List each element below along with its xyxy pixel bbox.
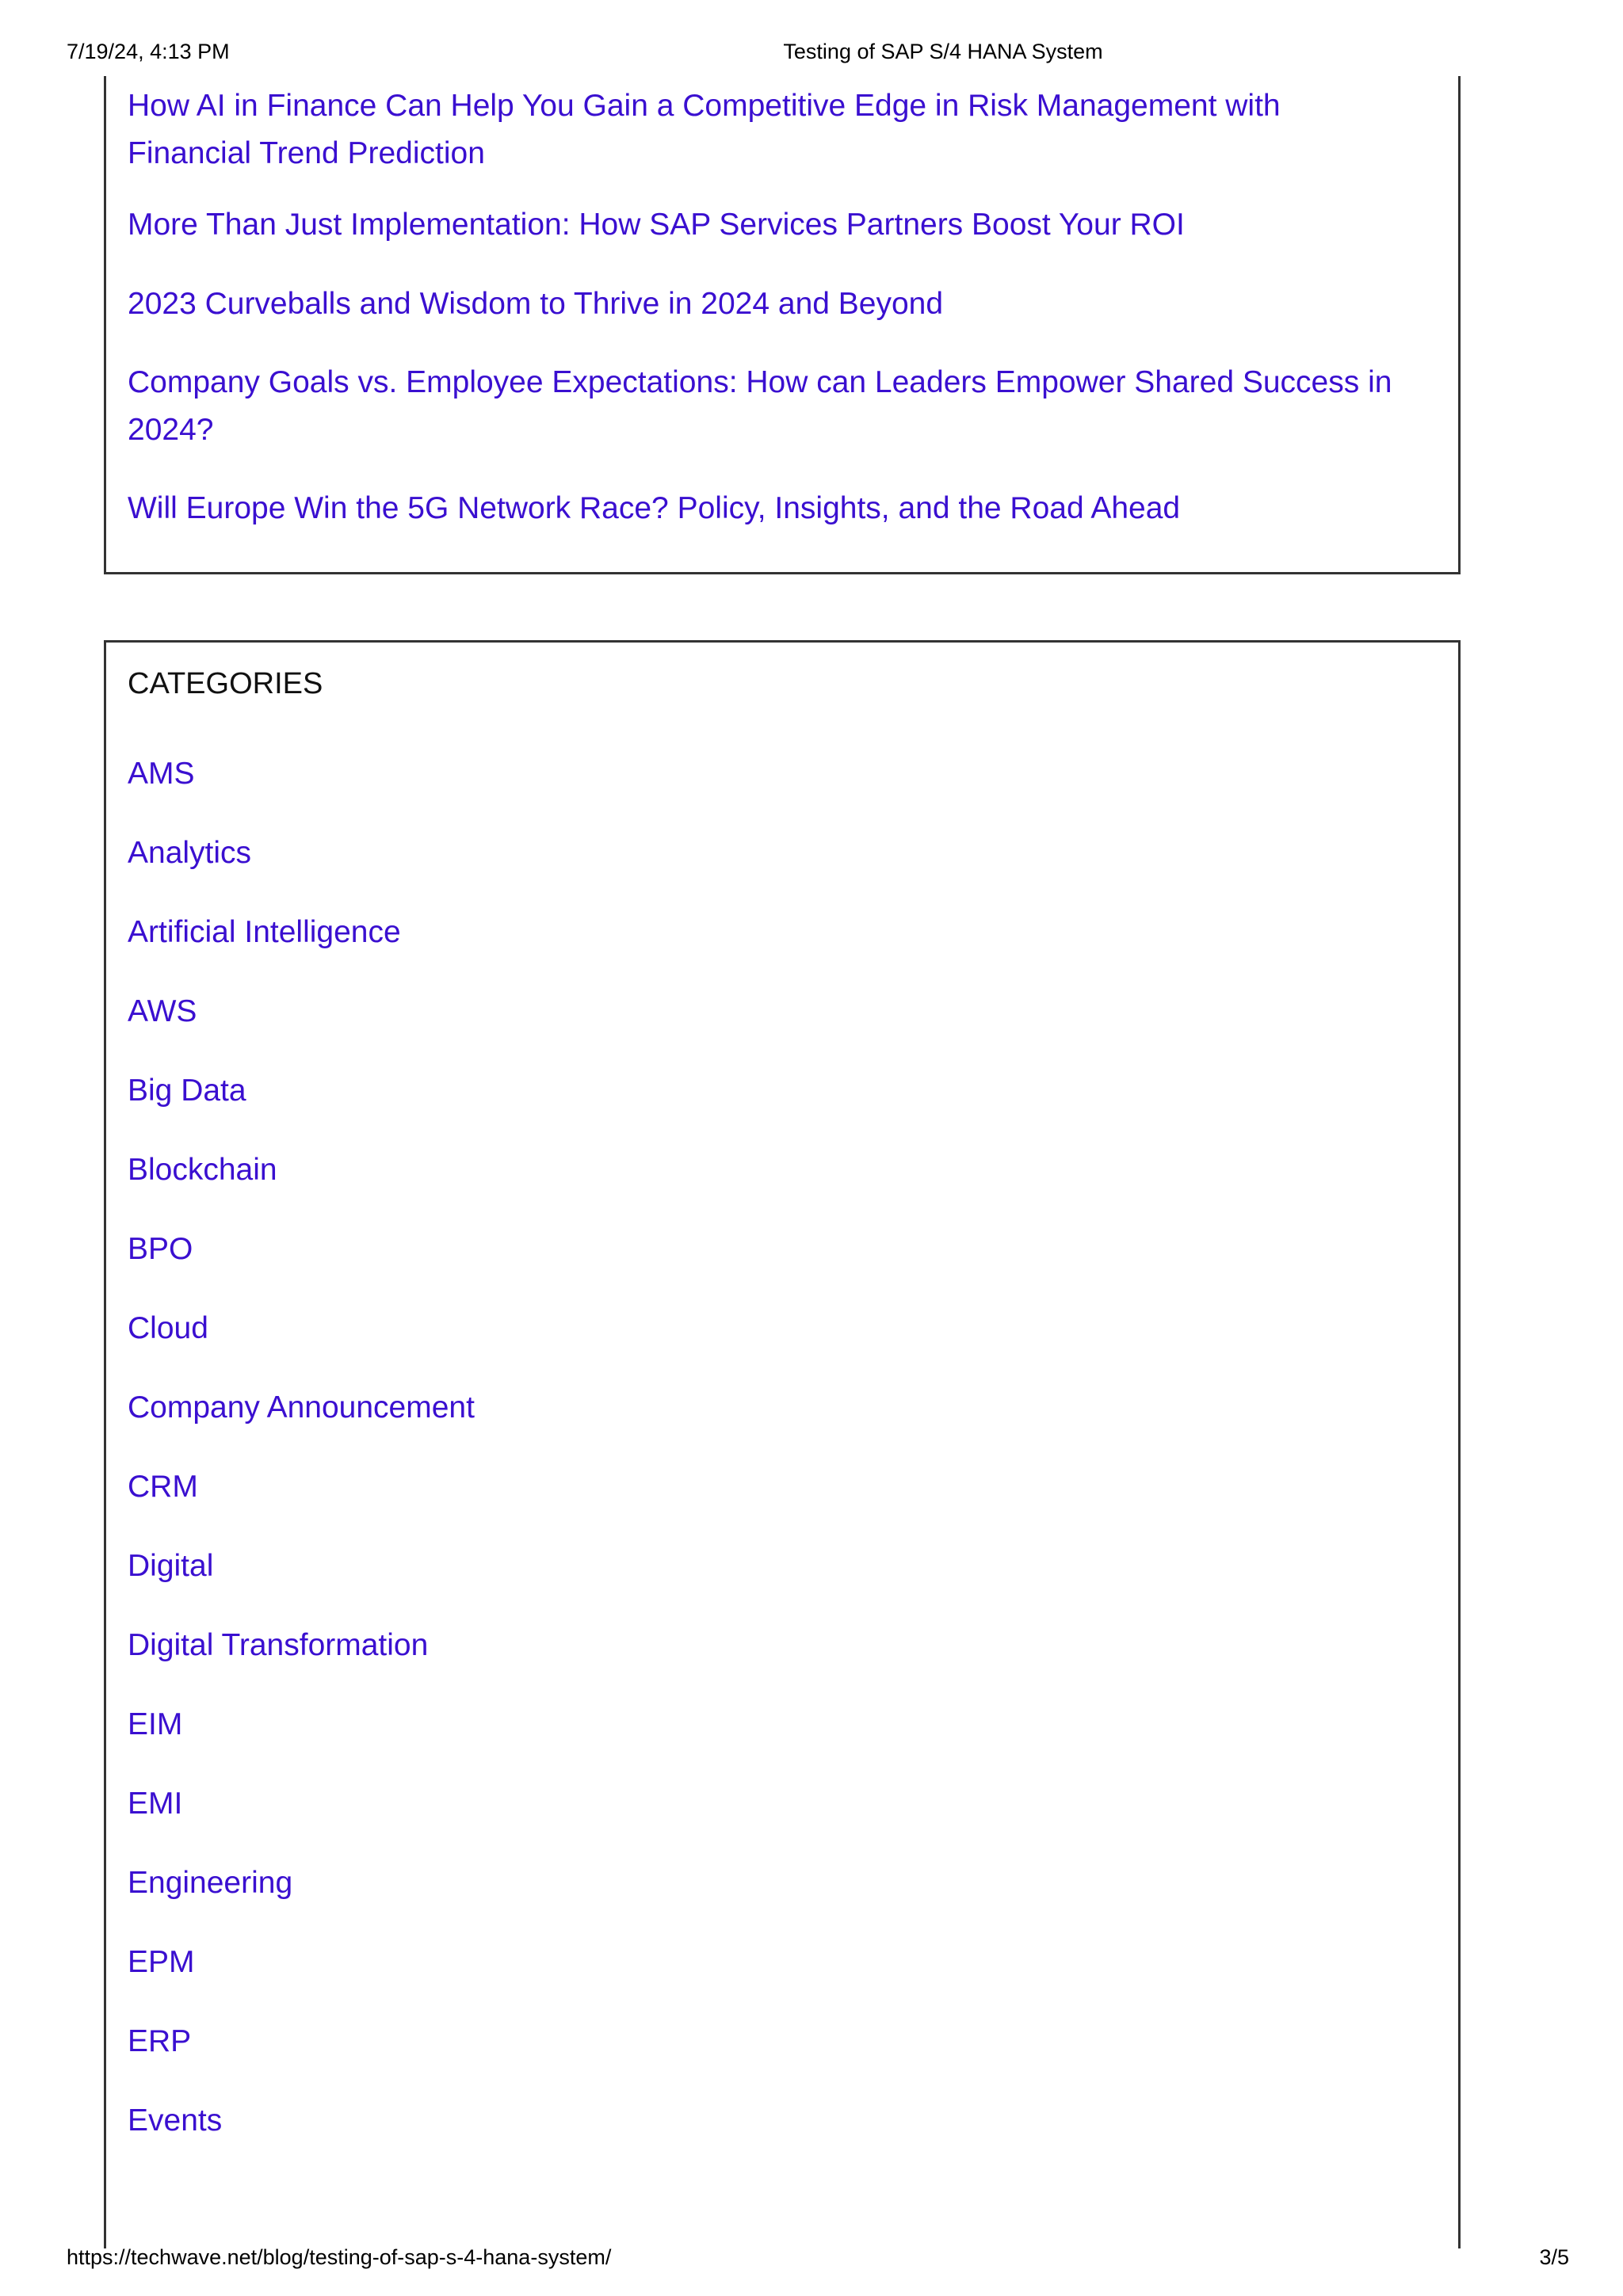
recent-post-link[interactable]: How AI in Finance Can Help You Gain a Competitive Edge in Risk Management with Financial Trend Prediction: [128, 89, 1281, 170]
category-link-digital[interactable]: Digital: [128, 1549, 214, 1583]
category-link-artificial-intelligence[interactable]: Artificial Intelligence: [128, 915, 401, 949]
category-link-big-data[interactable]: Big Data: [128, 1074, 246, 1108]
category-link-cloud[interactable]: Cloud: [128, 1311, 208, 1345]
category-link-erp[interactable]: ERP: [128, 2024, 192, 2058]
category-link-blockchain[interactable]: Blockchain: [128, 1153, 277, 1187]
recent-post-link[interactable]: More Than Just Implementation: How SAP Services Partners Boost Your ROI: [128, 208, 1185, 242]
category-link-events[interactable]: Events: [128, 2103, 223, 2138]
category-link-crm[interactable]: CRM: [128, 1470, 198, 1504]
category-link-analytics[interactable]: Analytics: [128, 836, 252, 870]
category-link-bpo[interactable]: BPO: [128, 1232, 193, 1266]
categories-widget: [104, 640, 1461, 2248]
print-page-title: Testing of SAP S/4 HANA System: [783, 40, 1103, 63]
print-footer: [0, 2245, 1623, 2277]
category-link-eim[interactable]: EIM: [128, 1707, 183, 1741]
category-link-epm[interactable]: EPM: [128, 1945, 195, 1979]
category-link-emi[interactable]: EMI: [128, 1787, 183, 1821]
category-link-ams[interactable]: AMS: [128, 757, 195, 791]
recent-post-link[interactable]: 2023 Curveballs and Wisdom to Thrive in 2024 and Beyond: [128, 287, 944, 321]
category-link-engineering[interactable]: Engineering: [128, 1866, 293, 1900]
print-datetime: 7/19/24, 4:13 PM: [67, 40, 230, 63]
category-link-company-announcement[interactable]: Company Announcement: [128, 1390, 475, 1425]
categories-heading: CATEGORIES: [128, 667, 323, 700]
print-header: [0, 40, 1623, 71]
print-url: https://techwave.net/blog/testing-of-sap-s-4-hana-system/: [67, 2245, 612, 2269]
category-link-aws[interactable]: AWS: [128, 994, 197, 1028]
print-page-number: 3/5: [1539, 2245, 1569, 2269]
recent-post-link[interactable]: Company Goals vs. Employee Expectations: How can Leaders Empower Shared Success in 2024?: [128, 365, 1392, 447]
recent-posts-widget: [104, 76, 1461, 574]
recent-post-link[interactable]: Will Europe Win the 5G Network Race? Policy, Insights, and the Road Ahead: [128, 491, 1181, 525]
category-link-digital-transformation[interactable]: Digital Transformation: [128, 1628, 429, 1662]
